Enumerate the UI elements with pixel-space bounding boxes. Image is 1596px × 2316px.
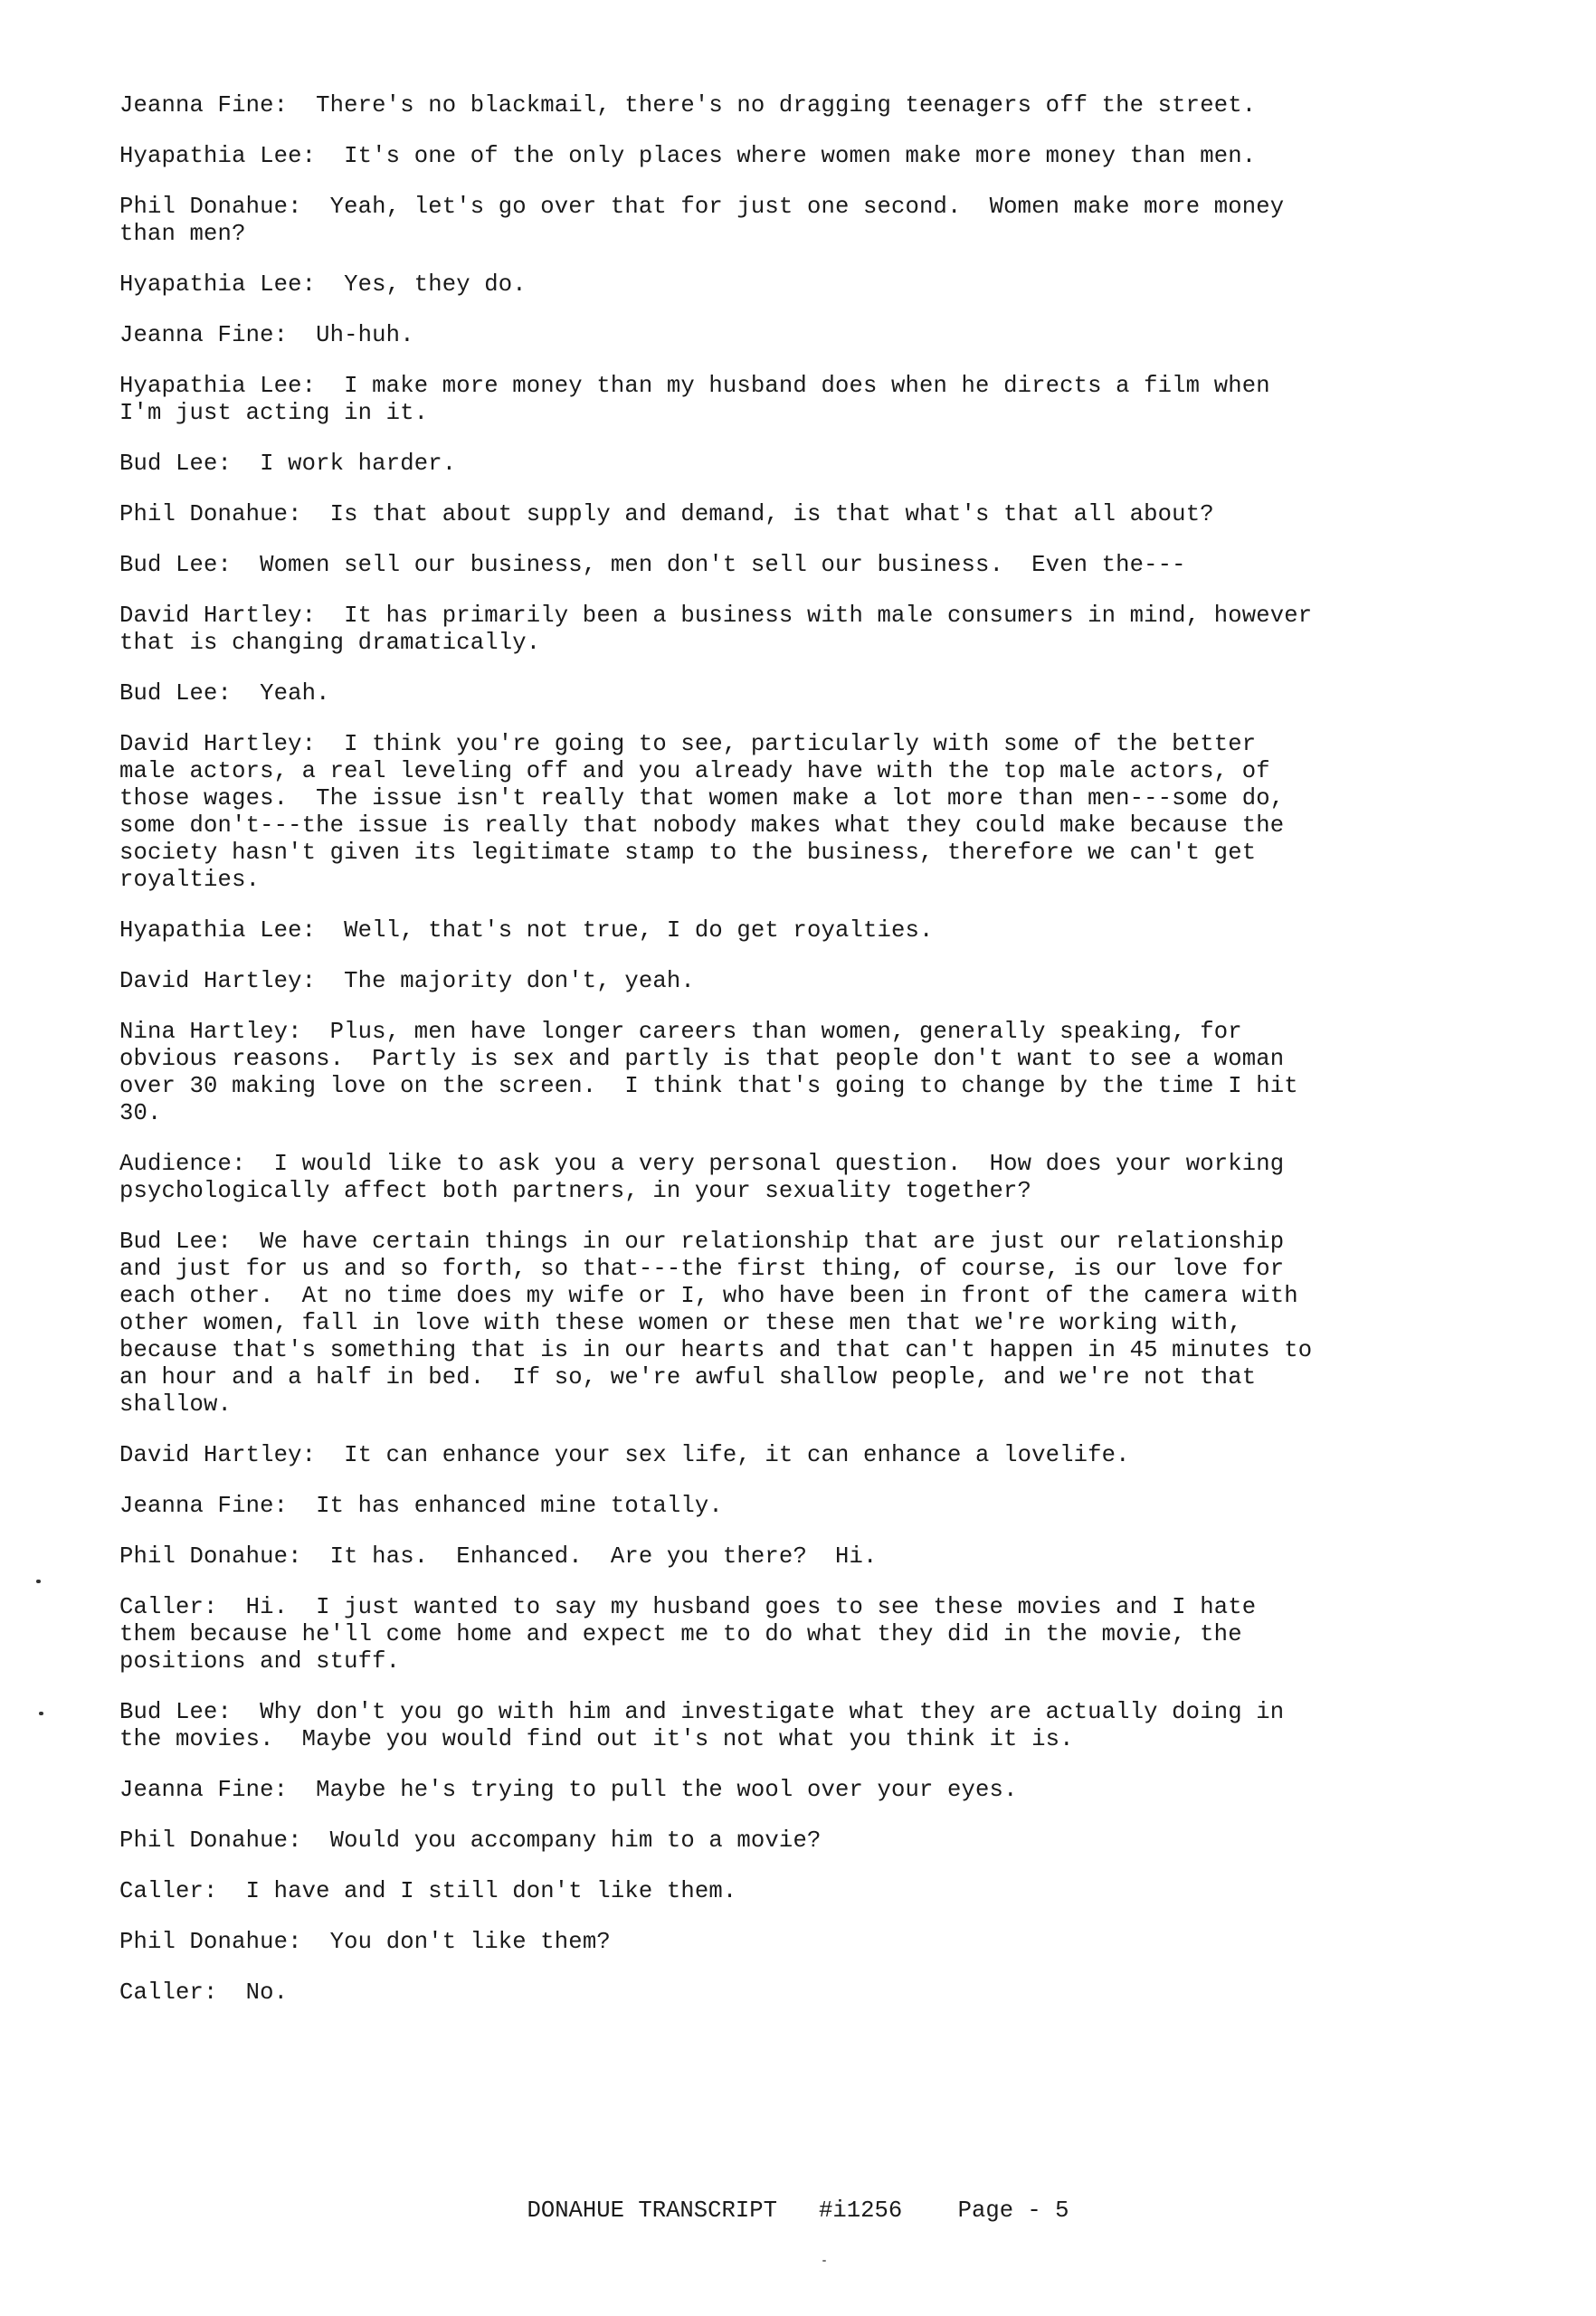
dialogue-entry [119, 968, 1422, 995]
speaker-name: Jeanna Fine: [119, 1777, 289, 1803]
speaker-name: David Hartley: [119, 603, 317, 629]
dialogue-entry [119, 1777, 1422, 1804]
utterance-text: Would you accompany him to a movie? [329, 1827, 822, 1854]
dialogue-entry [119, 1019, 1422, 1127]
dialogue-entry [119, 1878, 1422, 1905]
speaker-name: Hyapathia Lee: [119, 373, 317, 399]
dialogue-entry [119, 194, 1422, 248]
speaker-name: Bud Lee: [119, 1699, 233, 1725]
utterance-text: There's no blackmail, there's no dragging teenagers off the street. [316, 92, 1257, 119]
dialogue-entry [119, 1979, 1422, 2007]
speaker-name: Hyapathia Lee: [119, 143, 317, 169]
utterance-text: I would like to ask you a very personal question. How does your working psychologically affect both partners, in your sexuality together? [119, 1151, 1285, 1204]
dialogue-entry [119, 1929, 1422, 1956]
scan-speck [39, 1712, 43, 1715]
speaker-name: Bud Lee: [119, 552, 233, 578]
speaker-name: Bud Lee: [119, 1229, 233, 1255]
utterance-text: I think you're going to see, particularly with some of the better male actors, a real leveling off and you already have with the top male actors, of those wages. The issue isn't really that women make a lot more than men---some do, some don't---the issue is really that nobody makes what they could make because the society hasn't given its legitimate stamp to the business, therefore we can't get royalties. [119, 731, 1285, 893]
dialogue-entry [119, 322, 1422, 349]
utterance-text: Is that about supply and demand, is that what's that all about? [329, 501, 1214, 527]
footer-title: DONAHUE TRANSCRIPT [527, 2197, 777, 2224]
dialogue-entry [119, 271, 1422, 299]
speaker-name: Caller: [119, 1878, 218, 1904]
scan-speck [822, 2260, 826, 2262]
speaker-name: Bud Lee: [119, 451, 233, 477]
dialogue-entry [119, 680, 1422, 707]
utterance-text: The majority don't, yeah. [344, 968, 695, 994]
speaker-name: Phil Donahue: [119, 1543, 302, 1570]
dialogue-entry [119, 1543, 1422, 1571]
utterance-text: Plus, men have longer careers than women, generally speaking, for obvious reasons. Partly is sex and partly is that people don't want to see a woman over 30 making love on the screen. I think that's going to change by the time I hit 30. [119, 1019, 1298, 1126]
page-number: Page - 5 [957, 2197, 1069, 2224]
utterance-text: Women sell our business, men don't sell our business. Even the--- [260, 552, 1186, 578]
speaker-name: David Hartley: [119, 731, 317, 757]
utterance-text: No. [245, 1979, 289, 2006]
dialogue-entry [119, 143, 1422, 170]
utterance-text: I work harder. [260, 451, 457, 477]
page-footer [0, 2197, 1596, 2225]
utterance-text: Yes, they do. [344, 271, 527, 298]
speaker-name: Audience: [119, 1151, 246, 1177]
speaker-name: Jeanna Fine: [119, 1493, 289, 1519]
utterance-text: It has enhanced mine totally. [316, 1493, 723, 1519]
speaker-name: Hyapathia Lee: [119, 917, 317, 944]
speaker-name: Caller: [119, 1979, 218, 2006]
dialogue-entry [119, 603, 1422, 657]
speaker-name: David Hartley: [119, 1442, 317, 1468]
speaker-name: Phil Donahue: [119, 1929, 302, 1955]
speaker-name: Phil Donahue: [119, 501, 302, 527]
dialogue-entry [119, 731, 1422, 894]
dialogue-entry [119, 1229, 1422, 1419]
speaker-name: David Hartley: [119, 968, 317, 994]
utterance-text: Maybe he's trying to pull the wool over your eyes. [316, 1777, 1018, 1803]
dialogue-entry [119, 1442, 1422, 1469]
dialogue-entry [119, 451, 1422, 478]
speaker-name: Bud Lee: [119, 680, 233, 707]
dialogue-entry [119, 1827, 1422, 1855]
speaker-name: Jeanna Fine: [119, 322, 289, 348]
speaker-name: Hyapathia Lee: [119, 271, 317, 298]
speaker-name: Jeanna Fine: [119, 92, 289, 119]
utterance-text: It can enhance your sex life, it can enhance a lovelife. [344, 1442, 1130, 1468]
dialogue-entry [119, 1699, 1422, 1753]
utterance-text: I make more money than my husband does when he directs a film when I'm just acting in it. [119, 373, 1270, 426]
speaker-name: Phil Donahue: [119, 194, 302, 220]
dialogue-entry [119, 373, 1422, 427]
utterance-text: You don't like them? [329, 1929, 611, 1955]
utterance-text: Yeah. [260, 680, 330, 707]
speaker-name: Phil Donahue: [119, 1827, 302, 1854]
dialogue-entry [119, 92, 1422, 119]
utterance-text: It's one of the only places where women make more money than men. [344, 143, 1257, 169]
dialogue-entry [119, 1493, 1422, 1520]
speaker-name: Caller: [119, 1594, 218, 1620]
utterance-text: Why don't you go with him and investigate what they are actually doing in the movies. Maybe you would find out it's not what you think it is. [119, 1699, 1285, 1752]
utterance-text: It has. Enhanced. Are you there? Hi. [329, 1543, 878, 1570]
utterance-text: Well, that's not true, I do get royalties. [344, 917, 934, 944]
utterance-text: It has primarily been a business with male consumers in mind, however that is changing dramatically. [119, 603, 1313, 656]
transcript-number: #i1256 [819, 2197, 903, 2224]
dialogue-entry [119, 501, 1422, 528]
dialogue-entry [119, 1151, 1422, 1205]
dialogue-entry [119, 1594, 1422, 1675]
speaker-name: Nina Hartley: [119, 1019, 302, 1045]
dialogue-entry [119, 552, 1422, 579]
utterance-text: Hi. I just wanted to say my husband goes to see these movies and I hate them because he'll come home and expect me to do what they did in the movie, the positions and stuff. [119, 1594, 1257, 1675]
utterance-text: We have certain things in our relationship that are just our relationship and just for us and so forth, so that---the first thing, of course, is our love for each other. At no time does my wife or I, who have been in front of the camera with other women, fall in love with these women or these men that we're working with, because that's something that is in our hearts and that can't happen in 45 minutes to an hour and a half in bed. If so, we're awful shallow people, and we're not that shallow. [119, 1229, 1313, 1418]
dialogue-entry [119, 917, 1422, 944]
utterance-text: I have and I still don't like them. [245, 1878, 737, 1904]
scan-speck [36, 1580, 41, 1583]
utterance-text: Uh-huh. [316, 322, 414, 348]
transcript-body [119, 92, 1422, 2030]
utterance-text: Yeah, let's go over that for just one second. Women make more money than men? [119, 194, 1285, 247]
